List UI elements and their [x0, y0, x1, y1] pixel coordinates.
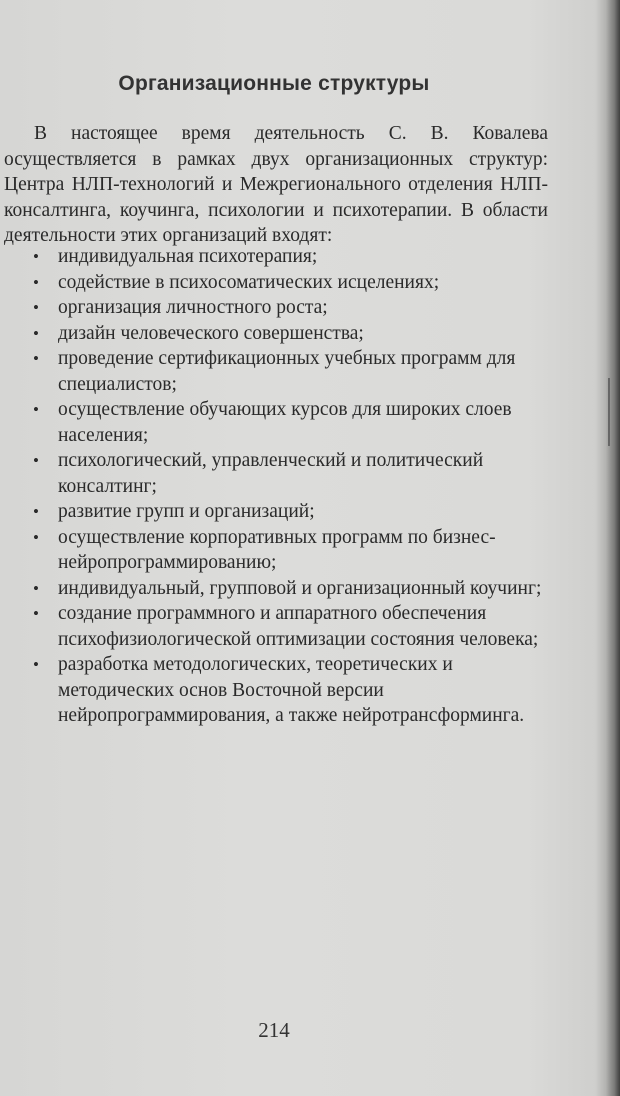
bullet-icon: • [33, 527, 39, 547]
list-item-text: индивидуальная психотерапия; [58, 246, 318, 267]
bullet-icon: • [33, 604, 39, 623]
bullet-icon: • [33, 451, 39, 470]
list-item-text: осуществление корпоративных программ по бизнес-нейропрограммированию; [58, 526, 496, 573]
bullet-icon: • [33, 272, 39, 292]
list-item-text: развитие групп и организаций; [58, 501, 315, 522]
list-item [30, 346, 552, 397]
bullet-icon: • [33, 502, 39, 521]
section-heading: Организационные структуры [118, 72, 430, 95]
list-item [30, 321, 552, 347]
list-item [30, 601, 552, 652]
list-item [30, 576, 552, 602]
bullet-icon: • [33, 298, 39, 317]
intro-text: В настоящее время деятельность С. В. Ковалева осуществляется в рамках двух организационных структур: Центра НЛП-технологий и Межрегионального отделения НЛП-консалтинга, коучинга, психологии и психотерапии. В области деятельности этих организаций входят: [4, 123, 548, 246]
list-item-text: психологический, управленческий и политический консалтинг; [58, 450, 484, 497]
list-item [30, 397, 552, 448]
list-item-text: разработка методологических, теоретических и методических основ Восточной версии нейропрограммирования, а также нейротрансформинга. [58, 654, 525, 726]
list-item [30, 499, 552, 525]
list-item [30, 295, 552, 321]
activities-list [30, 244, 552, 729]
list-item-text: индивидуальный, групповой и организационный коучинг; [58, 577, 542, 599]
margin-mark [608, 378, 610, 446]
bullet-icon: • [33, 323, 39, 343]
page-number: 214 [258, 1018, 290, 1042]
list-item-text: проведение сертификационных учебных программ для специалистов; [58, 348, 516, 395]
bullet-icon: • [33, 655, 39, 674]
page-edge-shadow [606, 0, 620, 1096]
bullet-icon: • [33, 400, 39, 419]
list-item [30, 525, 552, 576]
list-item [30, 652, 552, 729]
bullet-icon: • [33, 247, 39, 266]
list-item-text: создание программного и аппаратного обеспечения психофизиологической оптимизации состояния человека; [58, 603, 539, 650]
list-item [30, 448, 552, 499]
list-item [30, 244, 552, 270]
list-item-text: организация личностного роста; [58, 297, 328, 318]
intro-paragraph [4, 121, 548, 249]
list-item-text: осуществление обучающих курсов для широких слоев населения; [58, 399, 512, 446]
list-item [30, 270, 552, 296]
bullet-icon: • [33, 349, 39, 368]
list-item-text: содействие в психосоматических исцелениях; [58, 271, 440, 293]
list-item-text: дизайн человеческого совершенства; [58, 322, 364, 344]
bullet-icon: • [33, 578, 39, 598]
